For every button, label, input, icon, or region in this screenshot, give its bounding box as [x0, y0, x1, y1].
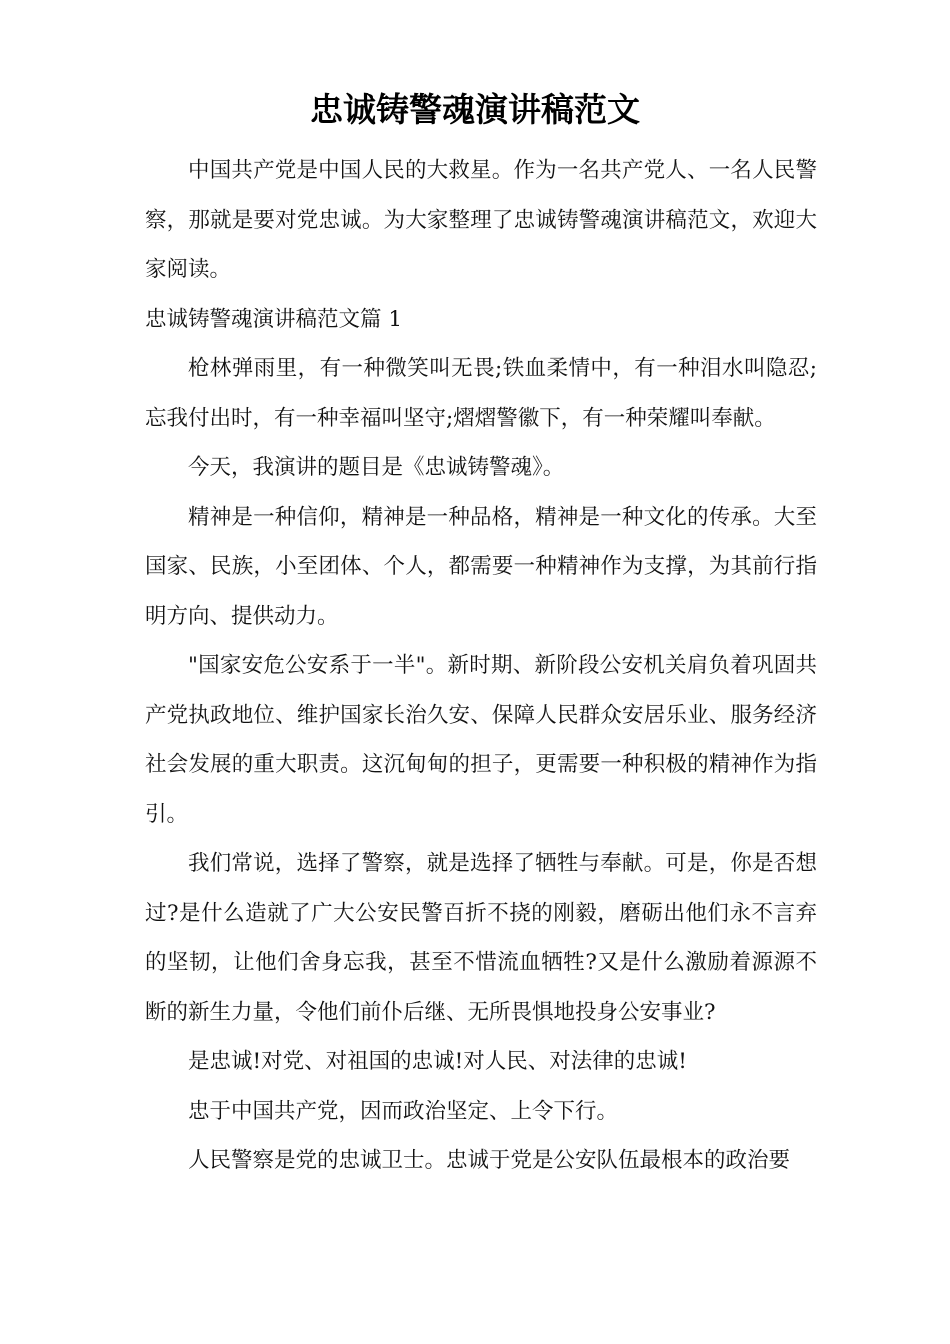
- intro-paragraph: 中国共产党是中国人民的大救星。作为一名共产党人、一名人民警察，那就是要对党忠诚。为大家整理了忠诚铸警魂演讲稿范文，欢迎大家阅读。: [145, 158, 817, 282]
- document-title: 忠诚铸警魂演讲稿范文: [310, 90, 640, 129]
- body-paragraph: 忠于中国共产党，因而政治坚定、上令下行。: [188, 1098, 619, 1124]
- body-paragraph: 精神是一种信仰，精神是一种品格，精神是一种文化的传承。大至国家、民族，小至团体、个人，都需要一种精神作为支撑，为其前行指明方向、提供动力。: [145, 504, 817, 629]
- body-paragraph: "国家安危公安系于一半"。新时期、新阶段公安机关肩负着巩固共产党执政地位、维护国家长治久安、保障人民群众安居乐业、服务经济社会发展的重大职责。这沉甸甸的担子，更需要一种积极的精神作为指引。: [145, 653, 817, 827]
- body-paragraph: 枪林弹雨里，有一种微笑叫无畏;铁血柔情中，有一种泪水叫隐忍;忘我付出时，有一种幸福叫坚守;熠熠警徽下，有一种荣耀叫奉献。: [145, 356, 817, 431]
- body-paragraph: 我们常说，选择了警察，就是选择了牺牲与奉献。可是，你是否想过?是什么造就了广大公安民警百折不挠的刚毅，磨砺出他们永不言弃的坚韧，让他们舍身忘我，甚至不惜流血牺牲?又是什么激励着源源不断的新生力量，令他们前仆后继、无所畏惧地投身公安事业?: [145, 851, 817, 1025]
- section-heading: 忠诚铸警魂演讲稿范文篇 1: [145, 306, 403, 332]
- body-paragraph: 人民警察是党的忠诚卫士。忠诚于党是公安队伍最根本的政治要: [188, 1148, 791, 1173]
- body-paragraph: 今天，我演讲的题目是《忠诚铸警魂》。: [188, 455, 565, 480]
- document-body: [145, 146, 817, 1186]
- body-paragraph: 是忠诚!对党、对祖国的忠诚!对人民、对法律的忠诚!: [188, 1049, 687, 1074]
